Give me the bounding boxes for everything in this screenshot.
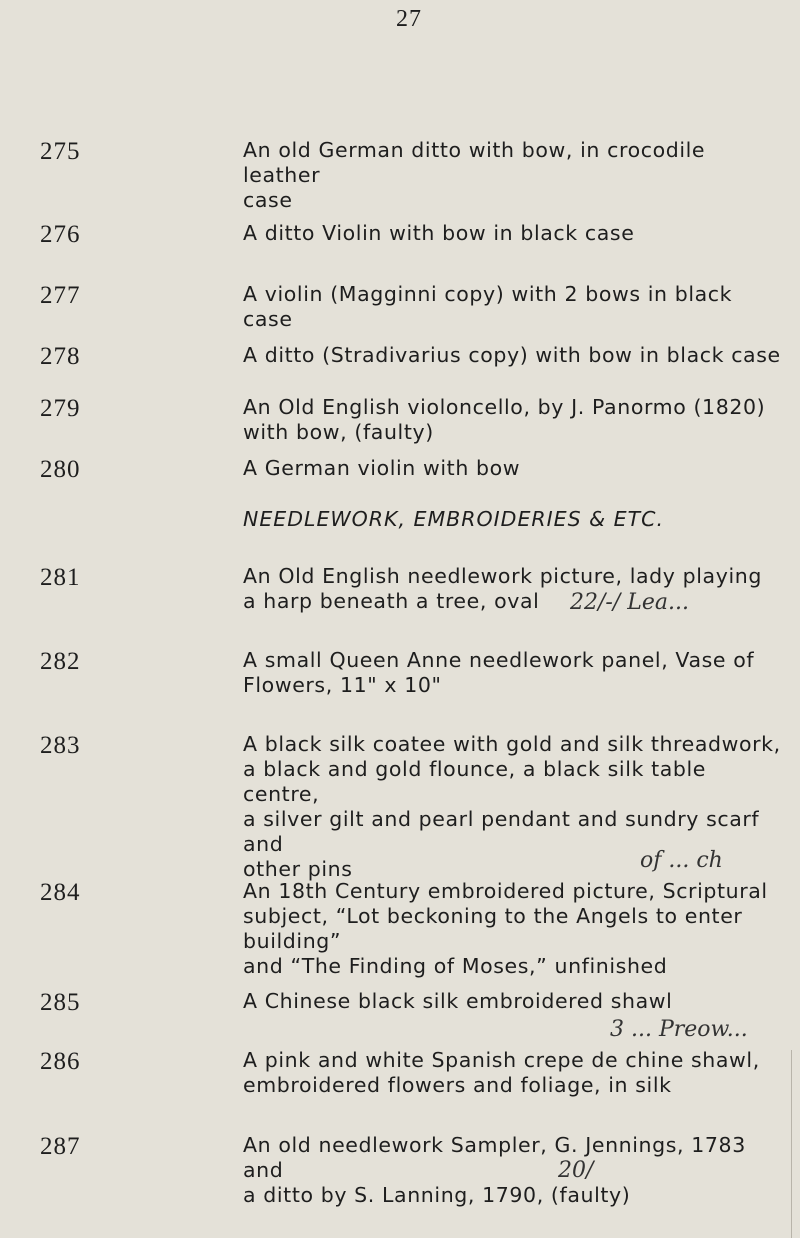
page-number: 27 (396, 6, 422, 32)
lot-number: 275 (40, 138, 81, 165)
lot-description: A ditto Violin with bow in black case (243, 221, 635, 245)
handwritten-note: 3 ... Preow... (610, 1017, 748, 1042)
lot-description: A small Queen Anne needlework panel, Vase of Flowers, 11" x 10" (243, 648, 755, 697)
lot-description: A violin (Magginni copy) with 2 bows in black case (243, 282, 733, 331)
lot-description: An old German ditto with bow, in crocodile leather case (243, 138, 706, 212)
lot-number: 279 (40, 395, 81, 422)
lot-number: 286 (40, 1048, 81, 1075)
lot-description: An 18th Century embroidered picture, Scriptural subject, “Lot beckoning to the Angels to enter building” and “The Finding of Moses,” unfinished (243, 879, 768, 978)
lot-description: An old needlework Sampler, G. Jennings, 1783 and a ditto by S. Lanning, 1790, (faulty) (243, 1133, 746, 1207)
lot-number: 282 (40, 648, 81, 675)
lot-number: 278 (40, 343, 81, 370)
lot-description: A pink and white Spanish crepe de chine shawl, embroidered flowers and foliage, in silk (243, 1048, 760, 1097)
handwritten-note: of ... ch (640, 848, 723, 873)
lot-description: A ditto (Stradivarius copy) with bow in black case (243, 343, 781, 367)
lot-number: 281 (40, 564, 81, 591)
handwritten-note: 22/-/ Lea... (570, 590, 689, 615)
lot-number: 283 (40, 732, 81, 759)
handwritten-note: 20/ (558, 1158, 594, 1183)
lot-description: A Chinese black silk embroidered shawl (243, 989, 673, 1013)
lot-number: 277 (40, 282, 81, 309)
lot-description: An Old English needlework picture, lady playing a harp beneath a tree, oval (243, 564, 762, 613)
lot-description: A German violin with bow (243, 456, 521, 480)
lot-description: An Old English violoncello, by J. Panormo (1820) with bow, (faulty) (243, 395, 766, 444)
page-edge-line (791, 1050, 800, 1238)
lot-number: 284 (40, 879, 81, 906)
lot-number: 276 (40, 221, 81, 248)
section-heading: NEEDLEWORK, EMBROIDERIES & ETC. (243, 507, 664, 531)
lot-number: 285 (40, 989, 81, 1016)
lot-description: A black silk coatee with gold and silk threadwork, a black and gold flounce, a black silk table centre, a silver gilt and pearl pendant and sundry scarf and other pins (243, 732, 781, 881)
lot-number: 287 (40, 1133, 81, 1160)
lot-number: 280 (40, 456, 81, 483)
